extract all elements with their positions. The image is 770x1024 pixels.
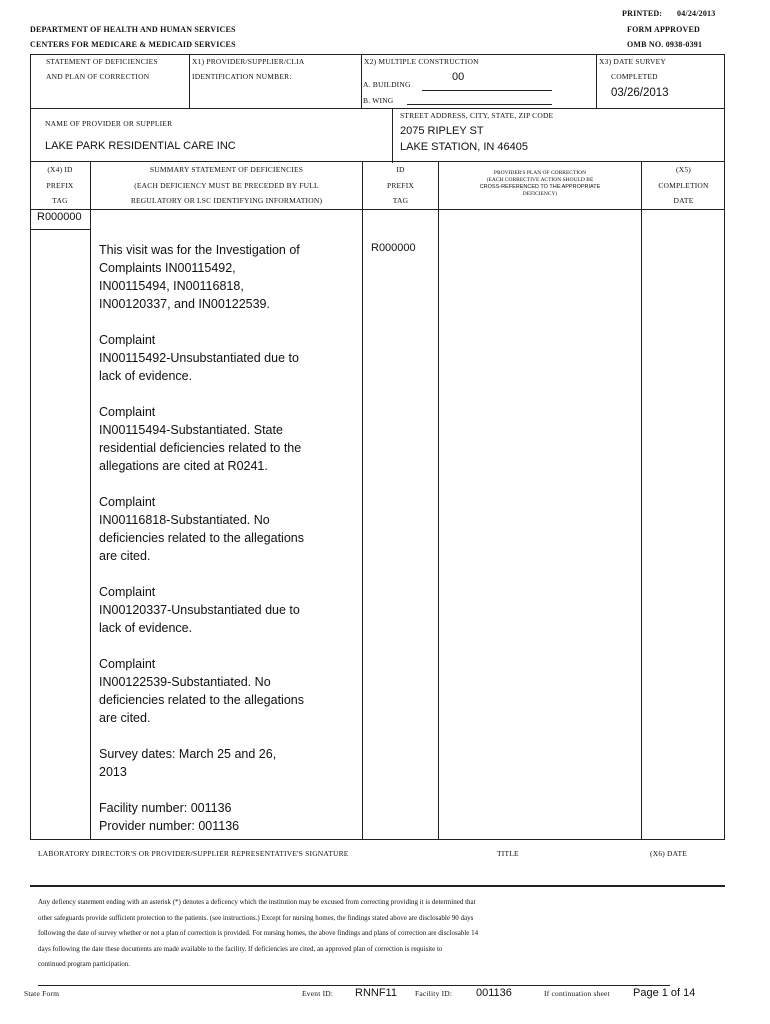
notice-line-1: Any defiency statement ending with an asterisk (*) denotes a deficency which the institution may be excused from correcting providing it is determined that — [38, 898, 476, 906]
plan-label-3: CROSS-REFERENCED TO THE APPROPRIATE — [479, 184, 601, 190]
col-divider-3 — [438, 161, 439, 840]
col-divider-2 — [362, 161, 363, 840]
provider-name-label: NAME OF PROVIDER OR SUPPLIER — [45, 119, 173, 128]
body-right-border — [724, 210, 725, 840]
printed-date: 04/24/2013 — [677, 9, 716, 18]
paragraph-complaint-3: Complaint IN00116818-Substantiated. No deficiencies related to the allegations are cited. — [99, 495, 304, 563]
date-survey-box — [596, 54, 725, 109]
right-tag: R000000 — [371, 242, 416, 254]
signature-title: TITLE — [497, 849, 519, 858]
x5-label-3: DATE — [673, 196, 694, 205]
footer-rule — [38, 985, 670, 986]
address-line-2: LAKE STATION, IN 46405 — [400, 141, 528, 153]
x3-label-1: X3) DATE SURVEY — [599, 57, 666, 66]
id-label-2: PREFIX — [386, 181, 415, 190]
notice-divider — [30, 885, 725, 887]
summary-label-1: SUMMARY STATEMENT OF DEFICIENCIES — [149, 165, 304, 174]
notice-line-2: other safeguards provide sufficient protection to the patients. (see instructions.) Except for nursing homes, the findings stated above are disclosable 90 days — [38, 913, 474, 922]
statement-box — [30, 54, 190, 109]
page-number: Page 1 of 14 — [633, 987, 696, 999]
notice-block — [38, 895, 698, 973]
building-label: A. BUILDING — [363, 80, 411, 89]
paragraph-survey-dates: Survey dates: March 25 and 26, 2013 — [99, 747, 277, 779]
statement-label-2: AND PLAN OF CORRECTION — [46, 72, 150, 81]
wing-label: B. WING — [363, 96, 394, 105]
summary-label-2: (EACH DEFICIENCY MUST BE PRECEDED BY FULL — [134, 181, 319, 190]
summary-body — [99, 241, 359, 853]
x4-label-1: (X4) ID — [47, 165, 73, 174]
provider-id-box — [189, 54, 362, 109]
address-line-1: 2075 RIPLEY ST — [400, 125, 484, 137]
paragraph-complaint-2: Complaint IN00115494-Substantiated. State residential deficiencies related to the allegations are cited at R0241. — [99, 405, 302, 473]
event-id-label: Event ID: — [302, 989, 334, 998]
paragraph-numbers: Facility number: 001136 Provider number: 001136 — [99, 801, 240, 833]
x4-label-2: PREFIX — [46, 181, 74, 190]
address-label: STREET ADDRESS, CITY, STATE, ZIP CODE — [400, 111, 554, 120]
col-divider-1 — [90, 161, 91, 840]
continuation-label: If continuation sheet — [544, 989, 610, 998]
centers-name: CENTERS FOR MEDICARE & MEDICAID SERVICES — [30, 40, 236, 49]
plan-label-2: (EACH CORRECTIVE ACTION SHOULD BE — [486, 177, 594, 183]
omb-number: OMB NO. 0938-0391 — [627, 40, 703, 49]
x5-label-1: (X5) — [676, 165, 691, 174]
signature-label: LABORATORY DIRECTOR'S OR PROVIDER/SUPPLIER REPRESENTATIVE'S SIGNATURE — [38, 849, 349, 858]
building-underline — [422, 90, 552, 91]
prefix-cell-bottom — [30, 229, 91, 230]
signature-date: (X6) DATE — [650, 849, 688, 858]
summary-label-3: REGULATORY OR LSC IDENTIFYING INFORMATION) — [130, 196, 323, 205]
x1-label-1: X1) PROVIDER/SUPPLIER/CLIA — [192, 57, 305, 66]
id-label-3: TAG — [392, 196, 409, 205]
x5-label-2: COMPLETION — [658, 181, 709, 190]
department-name: DEPARTMENT OF HEALTH AND HUMAN SERVICES — [30, 25, 236, 34]
facility-id-value: 001136 — [476, 987, 512, 999]
building-value: 00 — [452, 71, 465, 83]
event-id-value: RNNF11 — [355, 987, 397, 999]
statement-label-1: STATEMENT OF DEFICIENCIES — [46, 57, 158, 66]
x4-label-3: TAG — [52, 196, 68, 205]
paragraph-complaint-1: Complaint IN00115492-Unsubstantiated due to lack of evidence. — [99, 333, 299, 383]
x3-value: 03/26/2013 — [611, 87, 669, 99]
x3-label-2: COMPLETED — [611, 72, 658, 81]
notice-line-4: days following the date these documents are made available to the facility. If deficiencies are cited, an approved plan of correction is requisite to — [38, 944, 443, 953]
form-approved: FORM APPROVED — [627, 25, 701, 34]
multiple-construction-box — [361, 54, 597, 109]
prefix-tag: R000000 — [37, 211, 82, 223]
x2-label: X2) MULTIPLE CONSTRUCTION — [364, 57, 479, 66]
paragraph-complaint-4: Complaint IN00120337-Unsubstantiated due to lack of evidence. — [99, 585, 300, 635]
provider-box — [30, 108, 725, 162]
notice-line-3: following the date of survey whether or not a plan of correction is provided. For nursing homes, the above findings and plans of correction are disclosable 14 — [38, 929, 479, 937]
paragraph-intro: This visit was for the Investigation of Complaints IN00115492, IN00115494, IN00116818, IN00120337, and IN00122539. — [99, 243, 300, 311]
body-bottom-border — [30, 839, 725, 840]
plan-label-1: PROVIDER'S PLAN OF CORRECTION — [493, 170, 587, 176]
facility-id-label: Facility ID: — [415, 989, 453, 998]
x1-label-2: IDENTIFICATION NUMBER: — [192, 72, 292, 81]
body-left-border — [30, 210, 31, 840]
plan-header — [439, 170, 641, 198]
printed-label: PRINTED: — [622, 9, 663, 18]
provider-name-value: LAKE PARK RESIDENTIAL CARE INC — [45, 140, 236, 152]
paragraph-complaint-5: Complaint IN00122539-Substantiated. No deficiencies related to the allegations are cited. — [99, 657, 304, 725]
provider-divider — [392, 109, 393, 163]
state-form: State Form — [24, 989, 60, 998]
col-divider-4 — [641, 161, 642, 840]
wing-underline — [407, 104, 552, 105]
id-label-1: ID — [396, 165, 405, 174]
notice-line-5: continued program participation. — [38, 960, 130, 968]
plan-label-4: DEFICIENCY) — [522, 191, 558, 197]
